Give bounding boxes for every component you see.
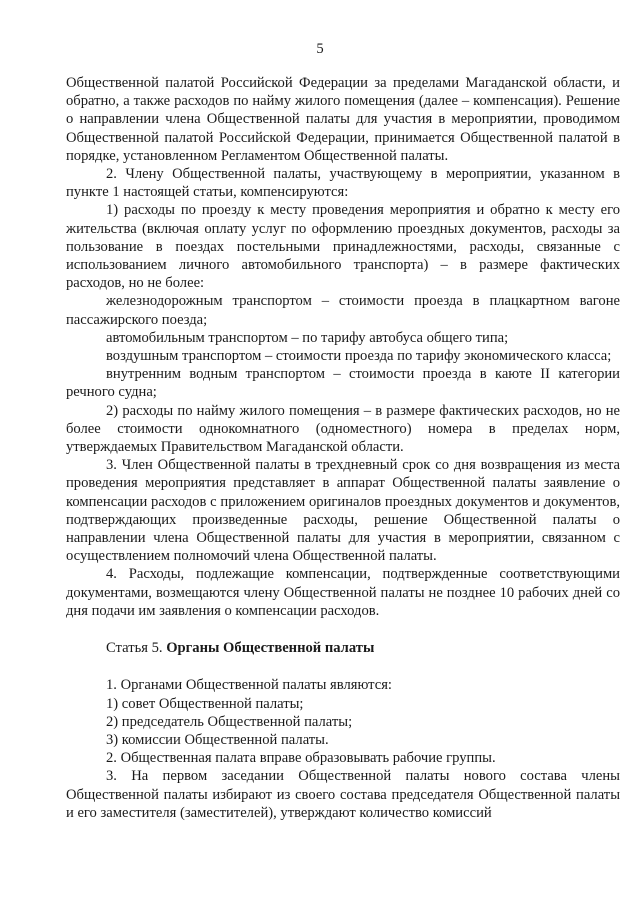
paragraph: железнодорожным транспортом – стоимости проезда в плацкартном вагоне пассажирского поезда;: [66, 293, 620, 328]
article-heading: [66, 639, 620, 657]
paragraph: 1) расходы по проезду к месту проведения мероприятия и обратно к месту его жительства (включая оплату услуг по оформлению проездных документов, расходы за пользование в поездах постельными принадлежностями, расходы, связанные с использованием личного автомобильного транспорта) – в размере фактических расходов, но не более:: [66, 202, 620, 292]
paragraph: 2) расходы по найму жилого помещения – в размере фактических расходов, но не более стоимости однокомнатного (одноместного) номера в пределах норм, утверждаемых Правительством Магаданской области.: [66, 402, 620, 456]
list-item: 2. Общественная палата вправе образовывать рабочие группы.: [106, 750, 496, 767]
paragraph: Общественной палатой Российской Федерации за пределами Магаданской области, и обратно, а также расходов по найму жилого помещения (далее – компенсация). Решение о направлении члена Общественной палаты для участия в мероприятии, проводимом Общественной палатой Российской Федерации, принимается Общественной палатой в порядке, установленном Регламентом Общественной палаты.: [66, 75, 620, 164]
list-item: 3. На первом заседании Общественной палаты нового состава члены Общественной палаты избирают из своего состава председателя Общественной палаты и его заместителя (заместителей), утверждают количество комиссий: [66, 768, 620, 821]
article-title: Органы Общественной палаты: [166, 640, 375, 657]
paragraph: 2. Члену Общественной палаты, участвующему в мероприятии, указанном в пункте 1 настоящей статьи, компенсируются:: [66, 166, 620, 201]
body-text: [66, 74, 620, 822]
paragraph: автомобильным транспортом – по тарифу автобуса общего типа;: [106, 329, 509, 346]
paragraph: воздушным транспортом – стоимости проезда по тарифу экономического класса;: [106, 348, 612, 365]
list-item: 2) председатель Общественной палаты;: [106, 713, 353, 730]
page-number: 5: [316, 41, 324, 57]
paragraph: 3. Член Общественной палаты в трехдневный срок со дня возвращения из места проведения мероприятия представляет в аппарат Общественной палаты заявление о компенсации расходов с приложением оригиналов проездных документов и документов, подтверждающих произведенные расходы, решение Общественной палаты о направлении члена Общественной палаты для участия в мероприятии, связанном с осуществлением полномочий члена Общественной палаты.: [66, 457, 620, 565]
list-item: 1. Органами Общественной палаты являются:: [106, 677, 392, 694]
article-label: Статья 5.: [106, 640, 163, 657]
paragraph: внутренним водным транспортом – стоимости проезда в каюте II категории речного судна;: [66, 366, 620, 401]
list-item: 1) совет Общественной палаты;: [106, 695, 304, 712]
paragraph: 4. Расходы, подлежащие компенсации, подтвержденные соответствующими документами, возмещаются члену Общественной палаты не позднее 10 рабочих дней со дня подачи им заявления о компенсации расходов.: [66, 566, 620, 619]
list-item: 3) комиссии Общественной палаты.: [106, 731, 329, 748]
